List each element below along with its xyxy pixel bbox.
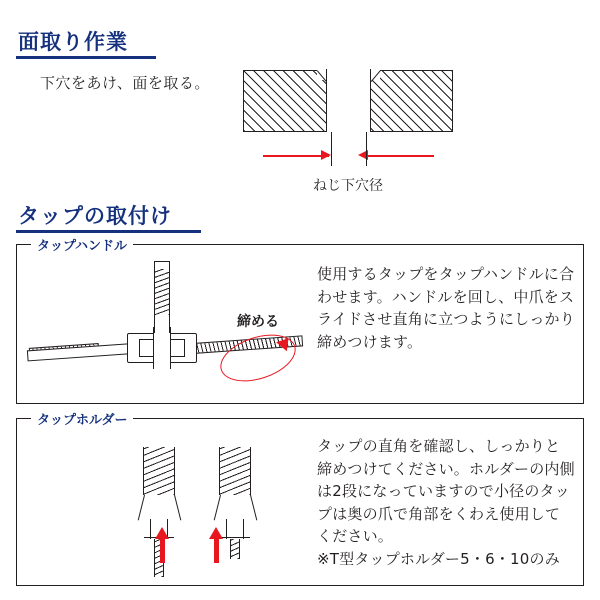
holder-neck-right xyxy=(226,519,244,539)
insert-arrow-up-icon-1 xyxy=(155,527,169,539)
panel-tap-handle xyxy=(16,239,584,404)
holder-taper-right-a xyxy=(214,495,222,521)
holder-taper-right-b xyxy=(250,495,258,521)
holder-body-left-knurl xyxy=(143,447,175,495)
panel-tap-handle-legend: タップハンドル xyxy=(31,235,133,254)
panel-tap-holder-note-text: ※T型タップホルダー5・6・10のみ xyxy=(317,549,560,568)
tap-holder-unit-long xyxy=(127,441,191,577)
section-chamfering-underline xyxy=(16,56,156,59)
tighten-annotation: 締める xyxy=(237,314,279,330)
dimension-line-left xyxy=(263,155,329,157)
section-chamfering-title: 面取り作業 xyxy=(18,30,128,54)
panel-tap-holder-main-text: タップの直角を確認し、しっかりと締めつけてください。ホルダーの内側は2段になっていますので小径のタップは奥の爪で角部をくわえ使用してください。 xyxy=(317,437,575,545)
tap-holder-diagram xyxy=(27,441,307,577)
tap-top-end xyxy=(154,261,170,269)
insert-arrow-stem-2 xyxy=(214,539,219,563)
dimension-label: ねじ下穴径 xyxy=(313,178,383,194)
arrow-right-icon xyxy=(321,150,331,160)
tap-holder-unit-short xyxy=(203,441,267,577)
handle-jaw-slot xyxy=(153,327,171,369)
insert-arrow-up-icon-2 xyxy=(209,527,223,539)
holder-tap-right xyxy=(230,539,240,559)
dimension-tick-left xyxy=(331,132,332,166)
dimension-arrow-row xyxy=(243,148,453,164)
chamfer-cross-section-diagram xyxy=(243,70,453,140)
tap-thread-shape xyxy=(154,267,170,315)
dimension-line-right xyxy=(368,155,434,157)
holder-taper-left-a xyxy=(138,495,146,521)
section-chamfering-caption: 下穴をあけ、面を取る。 xyxy=(40,74,210,92)
section-tap-mounting-underline xyxy=(16,230,201,233)
tap-handle-diagram xyxy=(23,259,311,393)
section-tap-mounting-title: タップの取付け xyxy=(18,204,172,228)
dimension-tick-right xyxy=(366,132,367,166)
handle-bar-left xyxy=(27,343,134,361)
pilot-hole-shape xyxy=(326,69,371,132)
panel-tap-holder xyxy=(16,413,584,586)
panel-tap-holder-body-text xyxy=(317,435,575,570)
panel-tap-handle-body-text: 使用するタップをタップハンドルに合わせます。ハンドルを回し、中爪をスライドさせ直角に立つようにしっかり締めつけます。 xyxy=(317,265,575,351)
holder-body-right-knurl xyxy=(219,447,251,495)
panel-tap-holder-legend: タップホルダー xyxy=(31,409,133,428)
holder-taper-left-b xyxy=(174,495,182,521)
insert-arrow-stem-1 xyxy=(160,539,165,563)
